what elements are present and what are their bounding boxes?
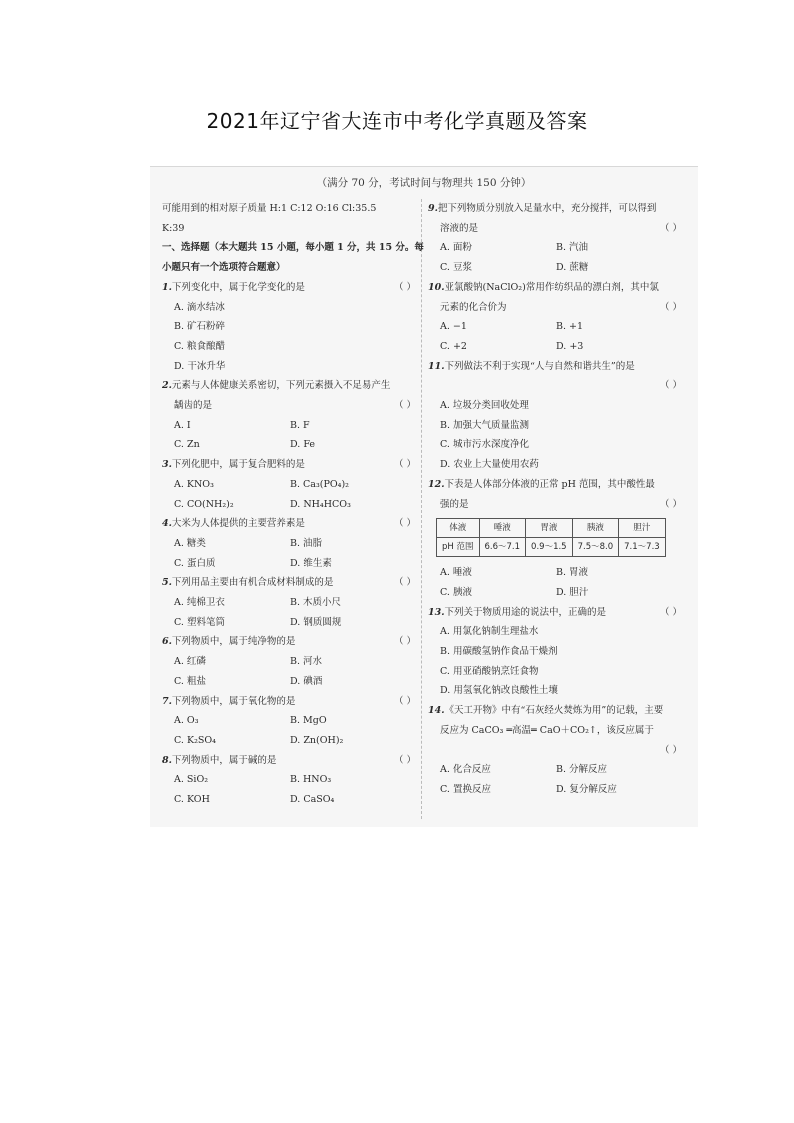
option: A. 用氯化钠制生理盐水 <box>440 626 539 638</box>
option: A. SiO₂ <box>174 774 209 786</box>
option: D. 胆汁 <box>556 586 589 598</box>
option-row <box>428 583 690 603</box>
exam-subtitle: （满分 70 分，考试时间与物理共 150 分钟） <box>316 177 532 189</box>
option: B. Ca₃(PO₄)₂ <box>290 478 349 490</box>
question-stem: 下列做法不利于实现“人与自然和谐共生”的是 <box>444 360 635 372</box>
option: A. 垃圾分类回收处理 <box>440 400 529 412</box>
scanned-exam-page <box>150 166 698 827</box>
question-10: 10.亚氯酸钠(NaClO₂)常用作纺织品的漂白剂，其中氯 <box>428 281 659 293</box>
right-column <box>428 199 690 800</box>
question-14: 14.《天工开物》中有“石灰经火焚炼为用”的记载，主要 <box>428 705 664 717</box>
option: A. 面粉 <box>440 242 472 254</box>
question-stem-cont <box>428 376 690 396</box>
option-row <box>162 790 424 810</box>
option: B. 河水 <box>290 656 323 668</box>
option: C. 蛋白质 <box>174 557 216 569</box>
option: C. 塑料笔筒 <box>174 616 225 628</box>
question-stem-cont: 强的是 （ ） <box>428 495 690 515</box>
question-4: 4.大米为人体提供的主要营养素是 （ ） <box>162 514 424 534</box>
option-row <box>162 770 424 790</box>
answer-blank: （ ） <box>393 281 416 293</box>
option: C. 用亚硝酸钠烹饪食物 <box>440 665 539 677</box>
option-row <box>162 731 424 751</box>
answer-blank: （ ） <box>393 754 416 766</box>
option: B. 用碳酸氢钠作食品干燥剂 <box>440 646 558 658</box>
option: A. 红磷 <box>174 656 206 668</box>
option-row <box>428 238 690 258</box>
option: D. +3 <box>556 340 584 352</box>
option-row <box>428 760 690 780</box>
table-header-cell: 唾液 <box>479 519 526 538</box>
question-stem: 下列物质中，属于碱的是 <box>171 754 277 766</box>
option: B. 汽油 <box>556 242 589 254</box>
option: A. 化合反应 <box>440 764 491 776</box>
option: C. CO(NH₂)₂ <box>174 498 234 510</box>
question-stem: 下表是人体部分体液的正常 pH 范围，其中酸性最 <box>444 478 655 490</box>
option-row <box>162 613 424 633</box>
option: C. 胰液 <box>440 586 472 598</box>
option: D. 蔗糖 <box>556 262 589 274</box>
option: D. 钢质圆规 <box>290 616 342 628</box>
option: A. 糖类 <box>174 537 206 549</box>
table-header-row <box>437 519 666 538</box>
option: D. CaSO₄ <box>290 794 335 806</box>
option-row <box>162 495 424 515</box>
table-header-cell: 胰液 <box>572 519 619 538</box>
option-row <box>162 435 424 455</box>
option: B. 矿石粉碎 <box>174 321 226 333</box>
option: D. 干冰升华 <box>174 360 226 372</box>
option: C. 豆浆 <box>440 262 472 274</box>
answer-blank: （ ） <box>393 577 416 589</box>
option: B. 木质小尺 <box>290 597 342 609</box>
option: A. O₃ <box>174 715 199 727</box>
question-stem-cont <box>428 741 690 761</box>
question-stem: 下列物质中，属于氧化物的是 <box>171 695 296 707</box>
question-9: 9.把下列物质分别放入足量水中，充分搅拌，可以得到 <box>428 203 657 214</box>
question-8: 8.下列物质中，属于碱的是 （ ） <box>162 751 424 771</box>
table-cell: 0.9～1.5 <box>526 538 573 557</box>
option: D. 用氢氧化钠改良酸性土壤 <box>440 685 558 697</box>
section-heading: 一、选择题（本大题共 15 小题，每小题 1 分，共 15 分。每 <box>162 242 424 254</box>
answer-blank: （ ） <box>393 518 416 530</box>
option: C. 粮食酿醋 <box>174 340 225 352</box>
table-cell: pH 范围 <box>437 538 480 557</box>
option: B. HNO₃ <box>290 774 332 786</box>
answer-blank: （ ） <box>659 301 682 313</box>
option: C. KOH <box>174 794 210 806</box>
question-stem-cont: 元素的化合价为 （ ） <box>428 298 690 318</box>
option-row <box>428 780 690 800</box>
option: A. 唾液 <box>440 567 472 579</box>
question-stem: 《天工开物》中有“石灰经火焚炼为用”的记载，主要 <box>444 705 664 717</box>
table-header-cell: 体液 <box>437 519 480 538</box>
table-header-cell: 胃液 <box>526 519 573 538</box>
option: A. 滴水结冰 <box>174 301 225 313</box>
option: D. 复分解反应 <box>556 783 617 795</box>
answer-blank: （ ） <box>393 695 416 707</box>
question-stem-cont: 龋齿的是 （ ） <box>162 396 424 416</box>
question-stem-cont: 反应为 CaCO₃ ═高温═ CaO＋CO₂↑，该反应属于 <box>440 724 654 736</box>
question-stem: 元素与人体健康关系密切，下列元素摄入不足易产生 <box>171 380 391 392</box>
option-row <box>162 554 424 574</box>
table-cell: 7.5～8.0 <box>572 538 619 557</box>
left-column <box>162 199 424 810</box>
option-row <box>428 337 690 357</box>
option: C. +2 <box>440 340 467 352</box>
answer-blank: （ ） <box>393 400 416 412</box>
answer-blank: （ ） <box>659 606 682 618</box>
question-2: 2.元素与人体健康关系密切，下列元素摄入不足易产生 <box>162 380 391 392</box>
option: D. Zn(OH)₂ <box>290 734 344 746</box>
section-heading: 小题只有一个选项符合题意） <box>162 262 286 274</box>
option-row <box>162 711 424 731</box>
option: B. 分解反应 <box>556 764 608 776</box>
option: D. NH₄HCO₃ <box>290 498 351 510</box>
question-1: 1.下列变化中，属于化学变化的是 （ ） <box>162 278 424 298</box>
option: B. 油脂 <box>290 537 323 549</box>
option: A. KNO₃ <box>174 478 214 490</box>
atomic-mass-line: 可能用到的相对原子质量 H:1 C:12 O:16 Cl:35.5 <box>162 203 377 214</box>
question-stem: 下列化肥中，属于复合肥料的是 <box>171 459 305 471</box>
question-stem: 下列物质中，属于纯净物的是 <box>171 636 296 648</box>
option-row <box>428 317 690 337</box>
option: C. 粗盐 <box>174 675 206 687</box>
question-13: 13.下列关于物质用途的说法中，正确的是 （ ） <box>428 603 690 623</box>
option-row <box>162 534 424 554</box>
option: B. 加强大气质量监测 <box>440 419 530 431</box>
question-stem: 下列变化中，属于化学变化的是 <box>171 281 305 293</box>
question-stem: 下列用品主要由有机合成材料制成的是 <box>171 577 334 589</box>
option: D. 农业上大量使用农药 <box>440 459 539 471</box>
option: D. 碘酒 <box>290 675 323 687</box>
option: C. 置换反应 <box>440 783 491 795</box>
option-row <box>162 672 424 692</box>
option-row <box>428 563 690 583</box>
option-row <box>162 593 424 613</box>
question-7: 7.下列物质中，属于氧化物的是 （ ） <box>162 692 424 712</box>
option: D. 维生素 <box>290 557 332 569</box>
ph-table <box>436 518 666 557</box>
option: A. −1 <box>440 321 467 333</box>
option: D. Fe <box>290 439 316 451</box>
option-row <box>162 475 424 495</box>
question-3: 3.下列化肥中，属于复合肥料的是 （ ） <box>162 455 424 475</box>
option: B. MgO <box>290 715 327 727</box>
answer-blank: （ ） <box>393 636 416 648</box>
table-cell: 7.1～7.3 <box>619 538 666 557</box>
option-row <box>162 416 424 436</box>
table-header-cell: 胆汁 <box>619 519 666 538</box>
option: C. K₂SO₄ <box>174 734 216 746</box>
answer-blank: （ ） <box>659 222 682 234</box>
question-stem: 大米为人体提供的主要营养素是 <box>171 518 305 530</box>
page-title: 2021年辽宁省大连市中考化学真题及答案 <box>206 109 588 133</box>
question-6: 6.下列物质中，属于纯净物的是 （ ） <box>162 632 424 652</box>
option-row <box>428 258 690 278</box>
option-row <box>162 652 424 672</box>
option: A. I <box>174 419 191 431</box>
question-stem-cont: 溶液的是 （ ） <box>428 219 690 239</box>
answer-blank: （ ） <box>659 498 682 510</box>
option: B. 胃液 <box>556 567 589 579</box>
answer-blank: （ ） <box>659 380 682 392</box>
atomic-mass-line: K:39 <box>162 222 185 234</box>
option: B. +1 <box>556 321 584 333</box>
question-11: 11.下列做法不利于实现“人与自然和谐共生”的是 <box>428 360 635 372</box>
question-12: 12.下表是人体部分体液的正常 pH 范围，其中酸性最 <box>428 478 655 490</box>
question-stem: 下列关于物质用途的说法中，正确的是 <box>444 606 607 618</box>
table-cell: 6.6～7.1 <box>479 538 526 557</box>
answer-blank: （ ） <box>659 744 682 756</box>
option: C. Zn <box>174 439 200 451</box>
question-stem: 亚氯酸钠(NaClO₂)常用作纺织品的漂白剂，其中氯 <box>444 281 659 293</box>
question-stem: 把下列物质分别放入足量水中，充分搅拌，可以得到 <box>437 203 657 214</box>
option: C. 城市污水深度净化 <box>440 439 529 451</box>
option: A. 纯棉卫衣 <box>174 597 225 609</box>
option: B. F <box>290 419 310 431</box>
answer-blank: （ ） <box>393 459 416 471</box>
table-row <box>437 538 666 557</box>
question-5: 5.下列用品主要由有机合成材料制成的是 （ ） <box>162 573 424 593</box>
